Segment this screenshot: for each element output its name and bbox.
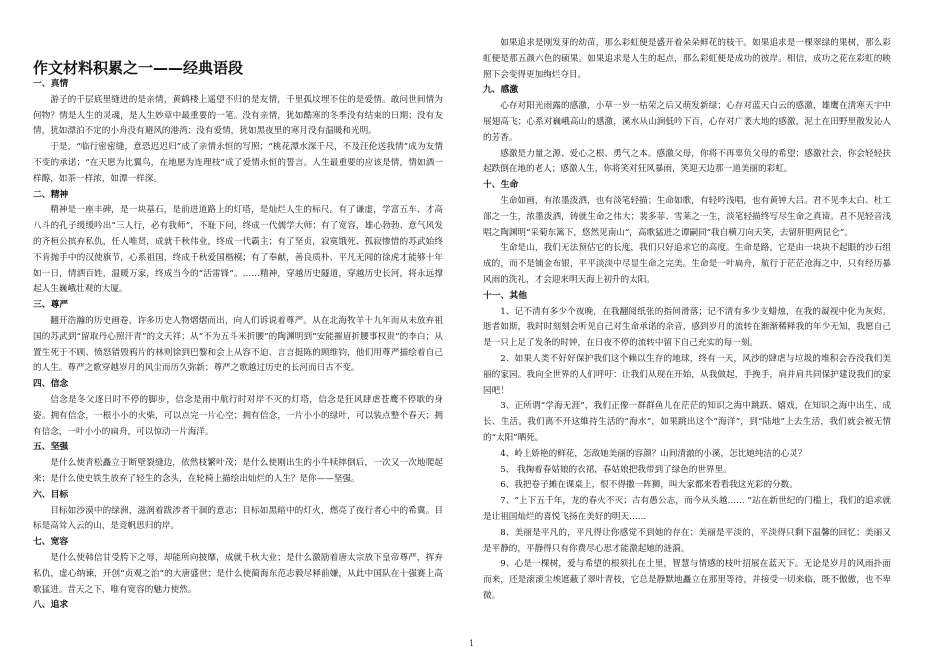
section-heading-mubiao: 六、目标 [33, 489, 69, 500]
list-item: 3、正所谓“学海无涯”，我们正像一群群鱼儿在茫茫的知识之海中跳跃、嬉戏，在知识之海中出生、成长、生活。我们离不开这維持生活的“海水”，如果跳出这个“海洋”，到“陆地”上去生活，我们就会被无情的“太阳”晒死。 [483, 401, 891, 443]
paragraph: 感激是力量之源、爱心之根、勇气之本。感激父母，你将不再辜负父母的希望；感激社会，你会轻轻扶起跌倒在地的老人；感激人生，你将笑对狂风暴雨，笑迎天边那一道美丽的彩虹。 [483, 148, 891, 175]
section-heading-zunyan: 三、尊严 [33, 300, 69, 311]
list-item: 5、 我掬着春姑娘的衣裙，春姑娘把我带到了绿色的世界里。 [500, 464, 732, 475]
paragraph: 如果追求是刚发芽的幼苗，那么彩虹便是盛开着朵朵鲜花的枝干。如果追求是一棵翠绿的果树，那么彩虹便是那五颜六色的硕果。如果追求是人生的起点，那么彩虹便是成功的彼岸。相信，成功之花在彩虹的映照下会变得更加绚烂夺目。 [483, 38, 891, 80]
section-heading-jingshen: 二、精神 [33, 189, 69, 200]
paragraph: 生命如画，有浓墨泼洒，也有淡笔轻描；生命如歌，有轻吟浅唱，也有黄钟大吕。君不见李太白、杜工部之一生，浓墨泼洒，铸就生命之伟大；裴多菲、雪莱之一生，淡笔轻描终写尽生命之真谛。君不见轻音浅唱之陶渊明“采菊东篱下，悠然见南山”，高歌猛进之谭嗣同“我自横刀向天笑，去留肝胆两昆仑”。 [483, 195, 891, 238]
left-column [33, 36, 443, 614]
section-heading-qita: 十一、其他 [483, 290, 527, 301]
paragraph: 是什么使青松矗立于断壁裂缝边，依然枝繁叶茂；是什么使刚出生的小牛犊摔倒后，一次又一次地爬起来；是什么使史铁生放弃了轻生的念头，在轮椅上描绘出灿烂的人生？是你——坚强。 [33, 458, 443, 484]
document-title: 作文材料积累之一——经典语段 [33, 59, 244, 77]
list-item: 1、记不清有多少个夜晚，在我翻阅纸张的指间滑落；记不清有多少支蜡烛，在我的凝视中化为灰烬。逝者如斯，我时时刻刻会听见自己对生命承诺的余音，感到岁月的流转在渐渐稀释我的年少无知，我愿自己是一只上足了发条的时钟，在日夜不停的流转中留下自己充实的每一刻。 [483, 306, 891, 349]
section-heading-shengming: 十、生命 [483, 180, 519, 191]
paragraph: 生命是山，我们无法预估它的长度，我们只好追求它的高度。生命是路，它是由一块块不起眼的沙石组成的，而不是铺金布银，平平淡淡中尽显生命之完美。生命是一叶扁舟，航行于茫茫沧海之中，只有经历暴风雨的洗礼，才会迎来明天海上初升的太阳。 [483, 243, 891, 285]
section-heading-zhuiqiu: 八、追求 [33, 600, 69, 611]
section-heading-zhenqing: 一、真情 [33, 79, 69, 89]
list-item: 9、心是一棵树，爱与希望的根须扎在土里，智慧与情感的枝叶招展在蓝天下。无论是岁月的风雨扑面而来，还是滚滚尘埃遮蔽了翠叶青枝，它总是静默地矗立在那里等待，并接受一切来临，既不傲傲，也不卑微。 [483, 559, 891, 601]
paragraph: 是什么使韩信甘受胯下之辱，却能所向披靡，成就千秋大业；是什么激励着唐太宗放下皇帝尊严，挥弃私仇，虚心纳谏，开创“贞观之治”的大唐盛世；是什么使蔺海东范志毅尽释前嫌，从此中国队在十强赛上高歌猛进。昔天之下，唯有宽容的魅力使然。 [33, 552, 443, 595]
page-number: 1 [469, 639, 475, 648]
list-item: 4、岭上娇艳的鲜花，怎敌她美丽的容颜？山间清澈的小溪，怎比她纯洁的心灵？ [500, 448, 807, 459]
section-heading-ganji: 九、感激 [483, 85, 519, 96]
paragraph: 于是，“临行密密缝，意恐迟迟归”成了亲情永恒的写照；“桃花潭水深千尺，不及汪伦送我情”成为友情不变的承诺；“在天愿为比翼鸟，在地愿为连理枝”成了爱情永恒的誓言。人生最重要的应该是情，情如酒一样醇，如茶一样浓，如潭一样深。 [33, 142, 443, 184]
paragraph: 心存对阳光雨露的感激，小草一岁一枯荣之后又萌发新绿；心存对蓝天白云的感激，雄鹰在清寒天宇中展翅高飞；心系对巍峨高山的感激，溪水从山涧低吟下百，心存对广袤大地的感激，泥土在田野里散发沁人的芳香。 [483, 101, 891, 143]
list-item: 2、如果人类不好好保护我们这个赖以生存的地球，终有一天，风沙的肆虐与垃圾的堆积会吞没我们美丽的家园。我向全世界的人们呼吁：让我们从现在开始，从我做起，手挽手，肩并肩共同保护建设我们的家园吧！ [483, 353, 891, 396]
list-item: 6、我把卷子摊在课桌上，恨不得撒一阵狮，叫大家都来看看我这光彩的分数。 [500, 480, 798, 491]
paragraph: 目标如沙漠中的绿洲，滋润着跋涉者干涸的意志；目标如黑暗中的灯火，燃亮了夜行者心中的希冀。目标是高耸入云的山，是竞帆思归的岸。 [33, 505, 443, 532]
list-item: 7、“上下五千年，龙的春火不灭；古有愚公志，而今从头越…… ”站在新世纪的门槛上，我们的追求就是让祖国灿烂的喜悦飞扬在美好的明天…… [483, 496, 891, 522]
paragraph: 信念是冬父逐日时不停的脚步，信念是雨中航行时对岸不灭的灯塔，信念是狂风肆虐苍鹰不停歇的身姿。拥有信念，一根小小的火柴，可以点完一片心空；拥有信念，一片小小的绿叶，可以装点整个春天；拥有信念，一叶小小的扁舟，可以惊动一片海洋。 [33, 394, 443, 437]
section-heading-jianqiang: 五、坚强 [33, 442, 69, 453]
paragraph: 游子的千层底里缝进的是亲情，黄鹤楼上遥望不归的是友情，千里孤坟埋不住的是爱情。敢问世间情为何物？情是人生的灵魂，是人生妙章中最重要的一笔。没有亲情，犹如酷寒的冬季没有结束的日期；没有友情，犹如漂泊不定的小舟没有避风的港湾；没有爱情，犹如黑夜里的寒月没有温暖和光明。 [33, 94, 443, 137]
right-column [483, 36, 891, 605]
paragraph: 精神是一座丰碑，是一块基石，是前进道路上的灯塔，是灿烂人生的标尺。有了谦虚，学富五车、才高八斗的孔子缓缓吟出“三人行，必有我师”，不耻下问，终成一代儒学大师；有了宽容，雄心勃勃、意气风发的齐桓公摈弃私仇，任人唯贤，成就千秋伟业，终成一代霸主；有了坚贞，寂寞饿死、孤寂惨惜的苏武始终不肯抛手中的汉使旗节，心系祖国，终成千秋爱国楷模；有了奉献，善良质朴、平凡无闻的徐虎才能够十年如一日，情洒百姓，温暖万家，终成当今的“活雷锋”。……精神，穿越历史隧道，穿越历史长河，将永远撑起人生巍峨壮观的大厦。 [33, 205, 443, 295]
list-item: 8、美丽是平凡的，平凡得让你感觉不到她的存在；美丽是平淡的，平淡得只剩下温馨的回忆；美丽又是平静的，平静得只有你费尽心思才能激起她的涟漪。 [483, 527, 891, 554]
paragraph: 翻开浩瀚的历史画卷，许多历史人物熠熠而出，向人们诉说着尊严。从在北海牧羊十九年而从未放弃祖国的苏武到“留取丹心照汗青”的文天祥；从“不为五斗米折腰”的陶渊明到“安能摧眉折腰事权贵”的李白；从置生死于不顾、愤怒错毁鸦片的林则徐到巴黎和会上从容不迫、言言挺陈的顾维钧，他们用尊严描绘着自己的人生。尊严之歌穿越岁月的风尘而历久弥新；尊严之歌越过历史的长河而日古不变。 [33, 315, 443, 374]
section-heading-xinnian: 四、信念 [33, 379, 69, 390]
section-heading-kuanrong: 七、宽容 [33, 537, 69, 548]
